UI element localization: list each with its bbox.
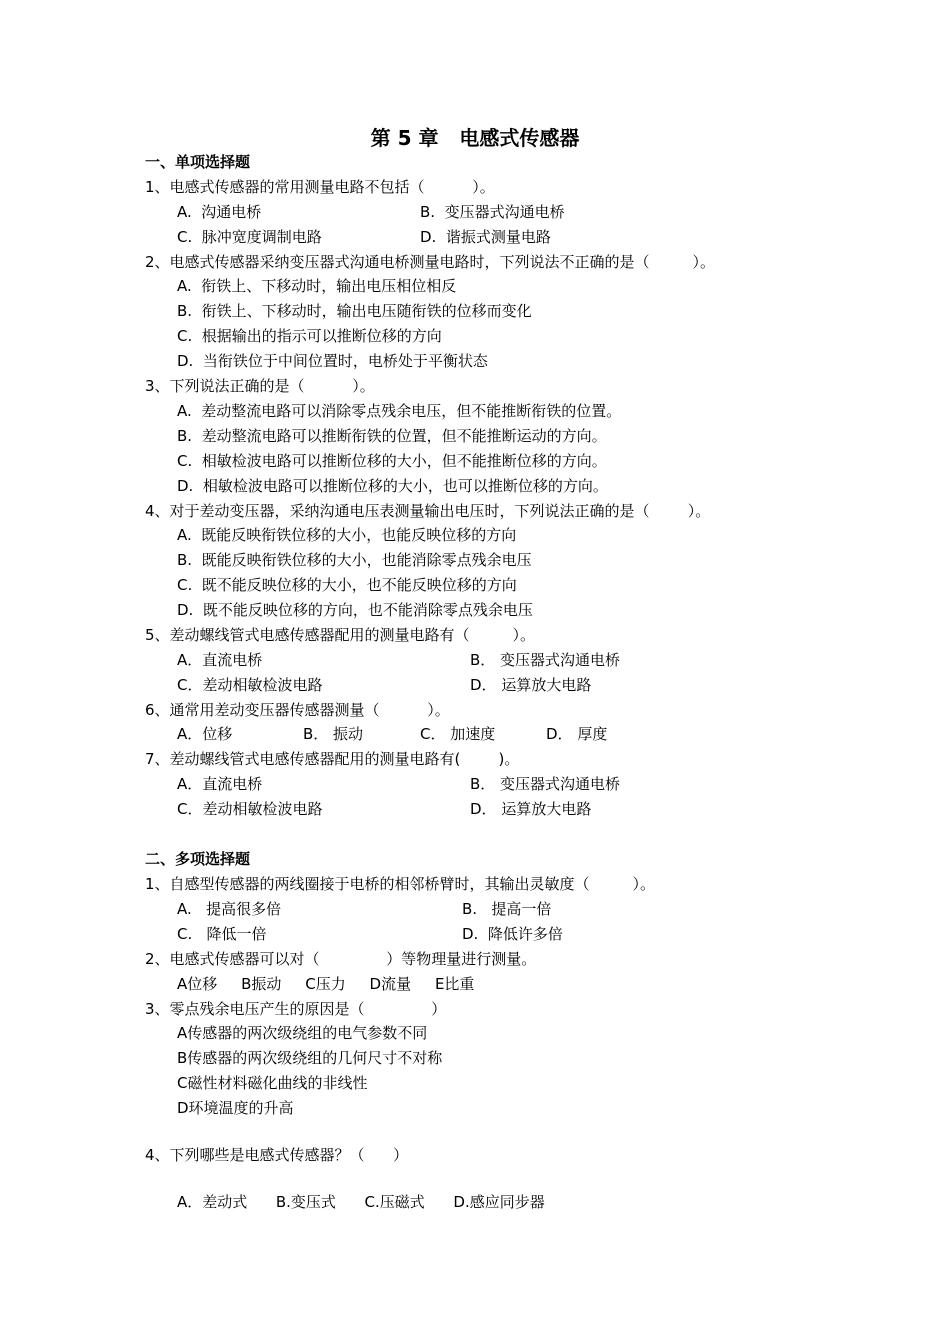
option-a: A．直流电桥 xyxy=(177,651,263,669)
question-stem: 1、电感式传感器的常用测量电路不包括（ ）。 xyxy=(145,178,495,196)
option-b: B． 变压器式沟通电桥 xyxy=(470,651,621,669)
option-b: B. 提高一倍 xyxy=(462,900,552,918)
option-a: A．直流电桥 xyxy=(177,775,263,793)
option-c: C磁性材料磁化曲线的非线性 xyxy=(177,1074,368,1092)
option-d: D． 运算放大电路 xyxy=(470,800,592,818)
option-d: D. 相敏检波电路可以推断位移的大小，也可以推断位移的方向。 xyxy=(177,477,608,495)
option-b: B． 振动 xyxy=(303,725,364,743)
option-b: B． 变压器式沟通电桥 xyxy=(470,775,621,793)
question-stem: 3、零点残余电压产生的原因是（ ） xyxy=(145,1000,447,1018)
option-a: A．位移 xyxy=(177,725,233,743)
question-stem: 3、下列说法正确的是（ ）。 xyxy=(145,377,375,395)
option-c: C．差动相敏检波电路 xyxy=(177,800,323,818)
option-d: D． 厚度 xyxy=(546,725,608,743)
section-heading-single-choice: 一、单项选择题 xyxy=(145,153,251,171)
question-stem: 7、差动螺线管式电感传感器配用的测量电路有( )。 xyxy=(145,750,520,768)
option-c: C． 加速度 xyxy=(420,725,496,743)
option-d: D环境温度的升高 xyxy=(177,1099,294,1117)
option-a: A. 既能反映衔铁位移的大小，也能反映位移的方向 xyxy=(177,526,517,544)
question-stem: 4、下列哪些是电感式传感器？（ ） xyxy=(145,1146,409,1164)
option-a: A传感器的两次级绕组的电气参数不同 xyxy=(177,1024,428,1042)
option-a: A. 沟通电桥 xyxy=(177,203,262,221)
option-b: B传感器的两次级绕组的几何尺寸不对称 xyxy=(177,1049,443,1067)
question-stem: 6、通常用差动变压器传感器测量（ ）。 xyxy=(145,701,450,719)
question-stem: 2、电感式传感器采纳变压器式沟通电桥测量电路时，下列说法不正确的是（ ）。 xyxy=(145,253,715,271)
options-row: A位移 B振动 C压力 D流量 E比重 xyxy=(177,975,475,993)
option-c: C. 既不能反映位移的大小，也不能反映位移的方向 xyxy=(177,576,517,594)
section-heading-multiple-choice: 二、多项选择题 xyxy=(145,850,251,868)
options-row: A．差动式 B.变压式 C.压磁式 D.感应同步器 xyxy=(177,1193,545,1211)
option-c: C. 根据输出的指示可以推断位移的方向 xyxy=(177,327,442,345)
page-title: 第 5 章 电感式传感器 xyxy=(370,126,580,150)
option-d: D. 谐振式测量电路 xyxy=(420,228,551,246)
option-d: D. 既不能反映位移的方向，也不能消除零点残余电压 xyxy=(177,601,533,619)
question-stem: 1、自感型传感器的两线圈接于电桥的相邻桥臂时，其输出灵敏度（ ）。 xyxy=(145,875,655,893)
question-stem: 5、差动螺线管式电感传感器配用的测量电路有（ ）。 xyxy=(145,626,535,644)
option-d: D. 当衔铁位于中间位置时，电桥处于平衡状态 xyxy=(177,352,488,370)
option-c: C. 相敏检波电路可以推断位移的大小，但不能推断位移的方向。 xyxy=(177,452,607,470)
question-stem: 4、对于差动变压器，采纳沟通电压表测量输出电压时，下列说法正确的是（ ）。 xyxy=(145,502,711,520)
option-b: B. 差动整流电路可以推断衔铁的位置，但不能推断运动的方向。 xyxy=(177,427,607,445)
option-c: C. 脉冲宽度调制电路 xyxy=(177,228,322,246)
option-b: B. 衔铁上、下移动时，输出电压随衔铁的位移而变化 xyxy=(177,302,532,320)
option-c: C．差动相敏检波电路 xyxy=(177,676,323,694)
option-b: B. 既能反映衔铁位移的大小，也能消除零点残余电压 xyxy=(177,551,532,569)
option-b: B. 变压器式沟通电桥 xyxy=(420,203,565,221)
option-a: A. 提高很多倍 xyxy=(177,900,282,918)
option-d: D． 运算放大电路 xyxy=(470,676,592,694)
question-stem: 2、电感式传感器可以对（ ）等物理量进行测量。 xyxy=(145,950,537,968)
option-a: A. 衔铁上、下移动时，输出电压相位相反 xyxy=(177,277,457,295)
option-a: A. 差动整流电路可以消除零点残余电压，但不能推断衔铁的位置。 xyxy=(177,402,622,420)
option-c: C. 降低一倍 xyxy=(177,925,267,943)
option-d: D. 降低许多倍 xyxy=(462,925,563,943)
